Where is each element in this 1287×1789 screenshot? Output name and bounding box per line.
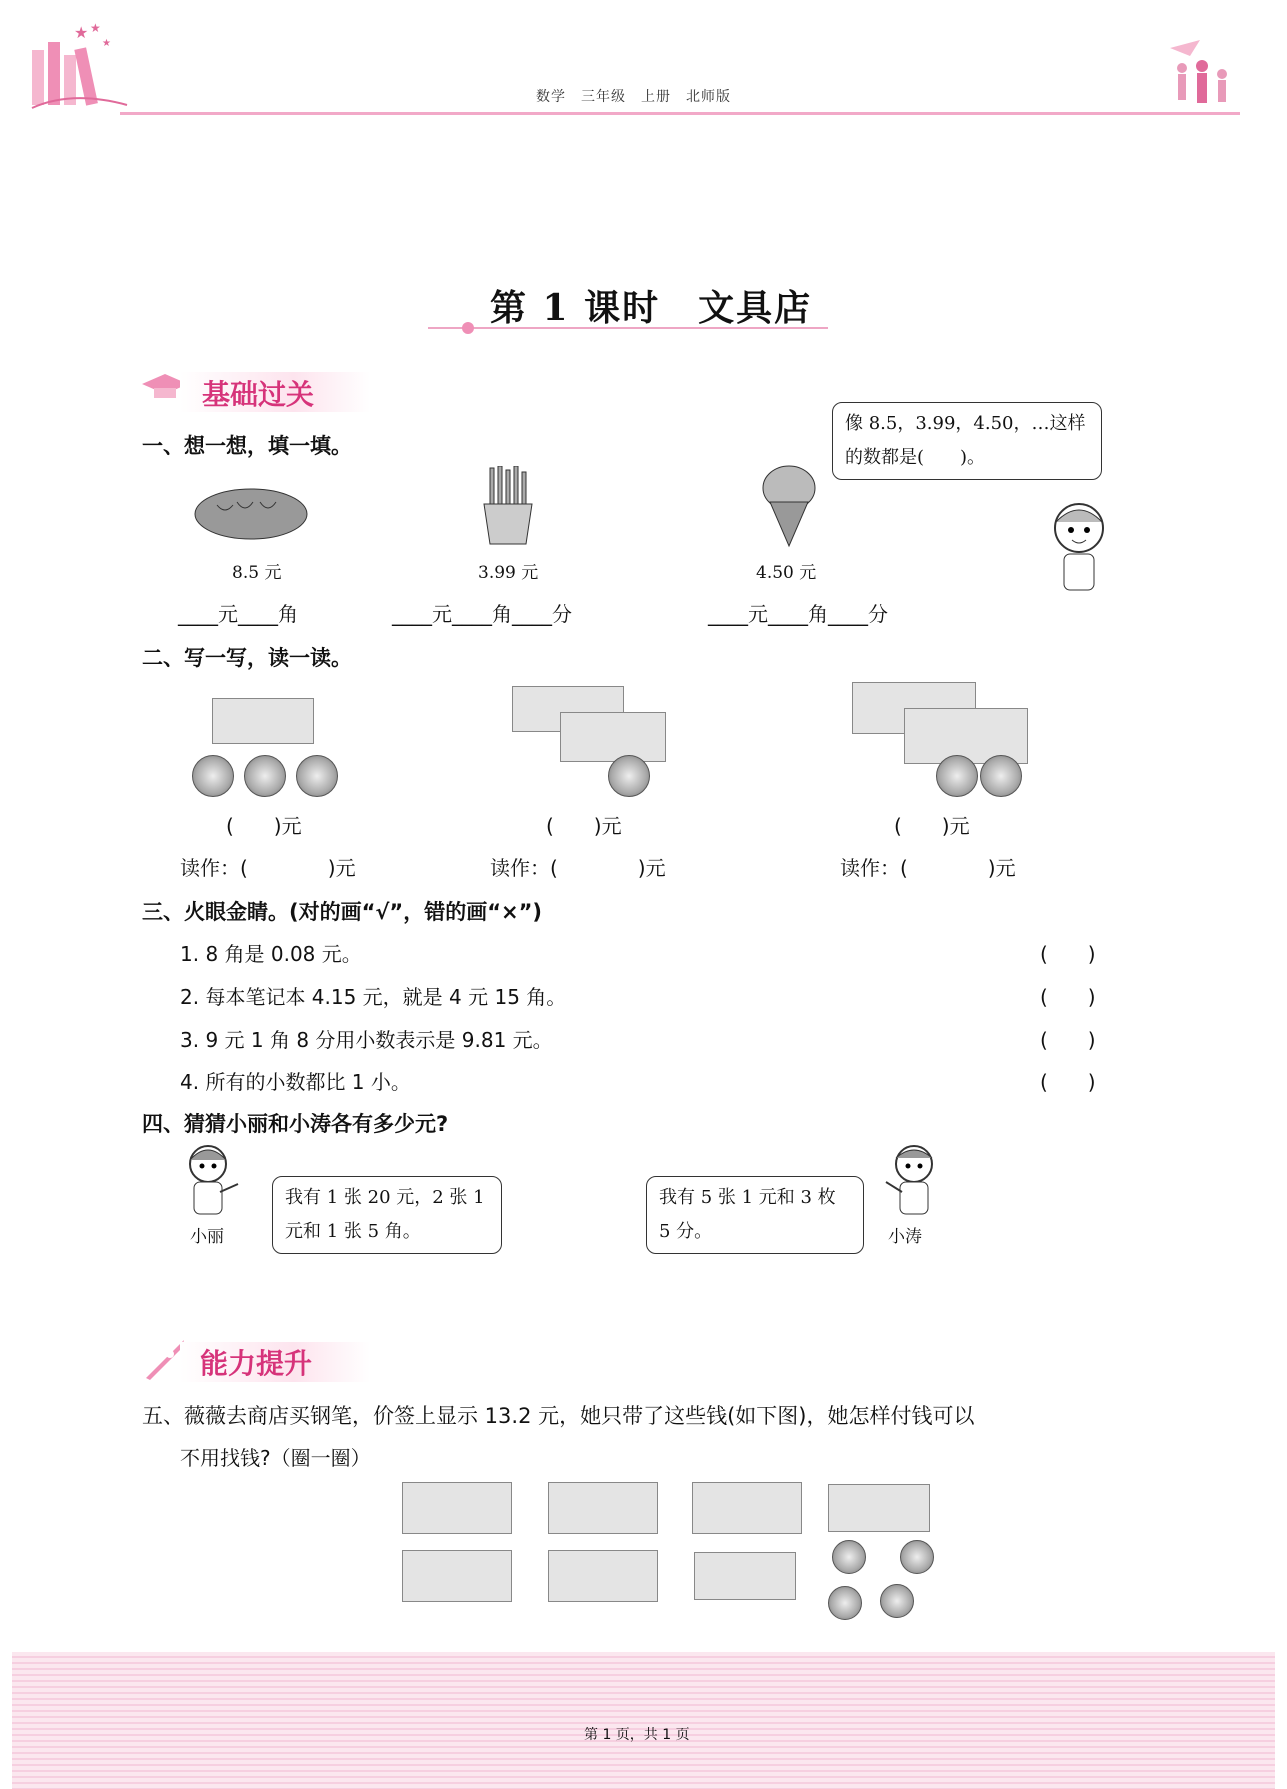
header-text: 数学 三年级 上册 北师版	[536, 89, 731, 105]
q3-item-1: 1. 8 角是 0.08 元。	[180, 942, 362, 966]
xiaoli-speech-bubble: 我有 1 张 20 元，2 张 1 元和 1 张 5 角。	[272, 1176, 502, 1254]
xiaoli-name: 小丽	[190, 1227, 224, 1247]
coin-image	[936, 755, 978, 797]
q3-item-3: 3. 9 元 1 角 8 分用小数表示是 9.81 元。	[180, 1028, 553, 1052]
fries-price: 3.99 元	[478, 563, 539, 583]
q3-answer-4[interactable]: ( )	[1040, 1070, 1096, 1094]
coin-image[interactable]	[832, 1540, 866, 1574]
ice-cream-price: 4.50 元	[756, 563, 817, 583]
q3-answer-3[interactable]: ( )	[1040, 1028, 1096, 1052]
xiaotao-name: 小涛	[888, 1227, 922, 1247]
header-logo	[22, 20, 132, 115]
svg-text:★: ★	[90, 21, 101, 35]
banknote-image[interactable]	[548, 1550, 658, 1602]
coin-image	[192, 755, 234, 797]
footer-text: 第 1 页，共 1 页	[584, 1727, 690, 1743]
q3-answer-1[interactable]: ( )	[1040, 942, 1096, 966]
banknote-image	[560, 712, 666, 762]
coin-image	[608, 755, 650, 797]
header-kids-illustration	[1160, 38, 1240, 113]
coin-image	[296, 755, 338, 797]
q3-label: 三、火眼金睛。(对的画“√”，错的画“×”)	[142, 900, 543, 924]
coin-image	[980, 755, 1022, 797]
q2-label: 二、写一写，读一读。	[142, 646, 352, 670]
q2-answer-1[interactable]: ( )元	[226, 814, 302, 838]
boy-xiaotao-icon	[882, 1142, 944, 1222]
ice-cream-icon	[760, 462, 818, 548]
q2-read-3[interactable]: 读作：( )元	[840, 856, 1016, 880]
q3-item-4: 4. 所有的小数都比 1 小。	[180, 1070, 411, 1094]
bread-icon	[192, 480, 310, 542]
q5-label: 五、薇薇去商店买钢笔，价签上显示 13.2 元，她只带了这些钱(如下图)，她怎样付钱可以	[142, 1404, 975, 1428]
q2-read-2[interactable]: 读作：( )元	[490, 856, 666, 880]
section-heading-advanced: 能力提升	[200, 1347, 313, 1380]
q3-item-2: 2. 每本笔记本 4.15 元，就是 4 元 15 角。	[180, 985, 567, 1009]
banknote-image[interactable]	[402, 1550, 512, 1602]
xiaotao-speech-bubble: 我有 5 张 1 元和 3 枚 5 分。	[646, 1176, 864, 1254]
coin-image[interactable]	[828, 1586, 862, 1620]
q5-label-continued: 不用找钱?（圈一圈）	[180, 1446, 371, 1470]
fries-fill-blank[interactable]: ____元____角____分	[392, 602, 572, 626]
q3-answer-2[interactable]: ( )	[1040, 985, 1096, 1009]
fries-icon	[480, 466, 536, 546]
coin-image	[244, 755, 286, 797]
coin-image[interactable]	[880, 1584, 914, 1618]
q2-answer-3[interactable]: ( )元	[894, 814, 970, 838]
girl-icon	[180, 1142, 242, 1222]
q2-answer-2[interactable]: ( )元	[546, 814, 622, 838]
bread-fill-blank[interactable]: ____元____角	[178, 602, 298, 626]
ice-cream-fill-blank[interactable]: ____元____角____分	[708, 602, 888, 626]
q1-speech-bubble: 像 8.5，3.99，4.50，…这样的数都是( )。	[832, 402, 1102, 480]
banknote-image[interactable]	[692, 1482, 802, 1534]
banknote-image[interactable]	[828, 1484, 930, 1532]
banknote-image	[904, 708, 1028, 764]
bread-price: 8.5 元	[232, 563, 282, 583]
banknote-image[interactable]	[694, 1552, 796, 1600]
banknote-image[interactable]	[402, 1482, 512, 1534]
header-rule	[120, 112, 1240, 115]
boy-icon	[1048, 500, 1110, 600]
footer-band	[12, 1652, 1275, 1789]
title-underline	[428, 320, 828, 334]
q1-label: 一、想一想，填一填。	[142, 434, 352, 458]
section-heading-basic: 基础过关	[202, 378, 315, 411]
banknote-image	[212, 698, 314, 744]
q4-label: 四、猜猜小丽和小涛各有多少元?	[142, 1112, 449, 1136]
svg-text:★: ★	[74, 23, 89, 42]
q2-read-1[interactable]: 读作：( )元	[180, 856, 356, 880]
banknote-image[interactable]	[548, 1482, 658, 1534]
svg-text:★: ★	[102, 38, 111, 49]
coin-image[interactable]	[900, 1540, 934, 1574]
page-title: 第 1 课时 文具店	[490, 287, 813, 329]
